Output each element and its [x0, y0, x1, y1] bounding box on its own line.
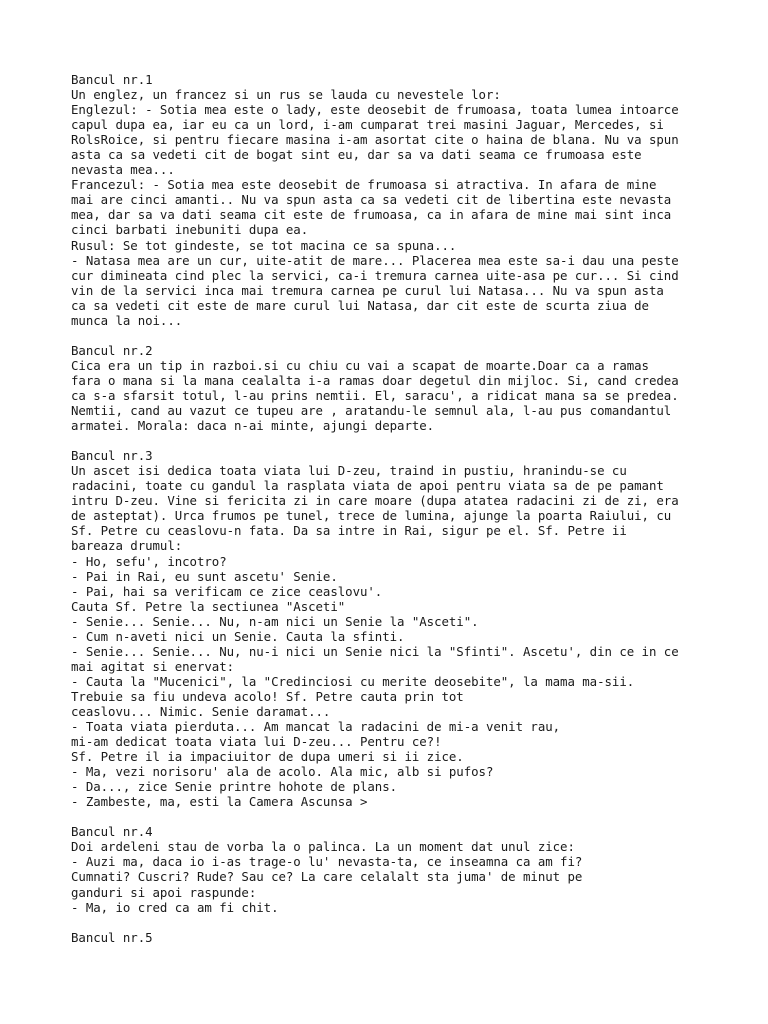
text-line: mea, dar sa va dati seama cit este de frumoasa, ca in afara de mine mai sint inca	[71, 207, 672, 223]
text-line: ca sa vedeti cit este de mare curul lui Natasa, dar cit este de scurta ziua de	[71, 297, 649, 313]
text-line: - Ma, vezi norisoru' ala de acolo. Ala mic, alb si pufos?	[71, 764, 494, 780]
text-line: Sf. Petre il ia impaciuitor de dupa umeri si ii zice.	[71, 749, 464, 765]
text-line: mai are cinci amanti.. Nu va spun asta ca sa vedeti cit de libertina este nevasta	[71, 192, 672, 208]
text-line: RolsRoice, si pentru fiecare masina i-am asortat cite o haina de blana. Nu va spun	[71, 132, 679, 148]
paragraph-gap	[71, 809, 768, 824]
text-line: - Senie... Senie... Nu, n-am nici un Senie la "Asceti".	[71, 613, 479, 629]
text-line: - Ma, io cred ca am fi chit.	[71, 899, 279, 915]
text-line: vin de la servici inca mai tremura carnea pe curul lui Natasa... Nu va spun asta	[71, 282, 664, 298]
text-line: ca s-a sfarsit totul, l-au prins nemtii. El, saracu', a ridicat mana sa se predea.	[71, 387, 679, 403]
joke-title: Bancul nr.1	[71, 72, 153, 87]
text-line: - Auzi ma, daca io i-as trage-o lu' nevasta-ta, ce inseamna ca am fi?	[71, 854, 583, 870]
text-line: Rusul: Se tot gindeste, se tot macina ce sa spuna...	[71, 237, 457, 253]
text-line: - Natasa mea are un cur, uite-atit de mare... Placerea mea este sa-i dau una peste	[71, 252, 679, 268]
text-line: cinci barbati inebuniti dupa ea.	[71, 222, 309, 238]
text-line: - Cauta la "Mucenici", la "Credinciosi cu merite deosebite", la mama ma-sii.	[71, 673, 635, 689]
text-line: - Senie... Senie... Nu, nu-i nici un Senie nici la "Sfinti". Ascetu', din ce in ce	[71, 643, 679, 659]
text-line: Doi ardeleni stau de vorba la o palinca. La un moment dat unul zice:	[71, 839, 575, 855]
text-line: ganduri si apoi raspunde:	[71, 884, 257, 900]
text-line: intru D-zeu. Vine si fericita zi in care moare (dupa atatea radacini zi de zi, era	[71, 493, 679, 509]
joke-1	[71, 72, 768, 328]
text-line: - Cum n-aveti nici un Senie. Cauta la sfinti.	[71, 628, 405, 644]
text-line: munca la noi...	[71, 312, 183, 328]
joke-4	[71, 824, 768, 914]
joke-3	[71, 448, 768, 809]
text-line: fara o mana si la mana cealalta i-a ramas doar degetul din mijloc. Si, cand credea	[71, 372, 679, 388]
text-line: cur dimineata cind plec la servici, ca-i tremura carnea uite-asa pe cur... Si cind	[71, 267, 679, 283]
text-line: radacini, toate cu gandul la rasplata viata de apoi pentru viata sa de pe pamant	[71, 478, 664, 494]
text-line: Cauta Sf. Petre la sectiunea "Asceti"	[71, 598, 346, 614]
text-line: Francezul: - Sotia mea este deosebit de frumoasa si atractiva. In afara de mine	[71, 177, 657, 193]
text-line: Cica era un tip in razboi.si cu chiu cu vai a scapat de moarte.Doar ca a ramas	[71, 357, 649, 373]
text-line: mi-am dedicat toata viata lui D-zeu... Pentru ce?!	[71, 734, 442, 750]
text-line: - Pai, hai sa verificam ce zice ceaslovu'.	[71, 583, 383, 599]
text-line: - Da..., zice Senie printre hohote de plans.	[71, 779, 398, 795]
joke-title: Bancul nr.4	[71, 824, 153, 840]
text-line: - Pai in Rai, eu sunt ascetu' Senie.	[71, 568, 338, 584]
joke-2	[71, 343, 768, 433]
text-line: Un englez, un francez si un rus se lauda cu nevestele lor:	[71, 87, 501, 103]
text-line: asta ca sa vedeti cit de bogat sint eu, dar sa va dati seama ce frumoasa este	[71, 147, 642, 163]
text-line: Nemtii, cand au vazut ce tupeu are , aratandu-le semnul ala, l-au pus comandantul	[71, 403, 672, 419]
text-line: - Ho, sefu', incotro?	[71, 553, 227, 569]
joke-title: Bancul nr.3	[71, 448, 153, 464]
text-line: ceaslovu... Nimic. Senie daramat...	[71, 703, 331, 719]
text-line: Un ascet isi dedica toata viata lui D-zeu, traind in pustiu, hranindu-se cu	[71, 463, 627, 479]
text-line: Trebuie sa fiu undeva acolo! Sf. Petre cauta prin tot	[71, 688, 464, 704]
text-line: Cumnati? Cuscri? Rude? Sau ce? La care celalalt sta juma' de minut pe	[71, 869, 583, 885]
joke-title: Bancul nr.2	[71, 342, 153, 358]
paragraph-gap	[71, 433, 768, 448]
text-line: - Zambeste, ma, esti la Camera Ascunsa >	[71, 794, 368, 810]
paragraph-gap	[71, 915, 768, 930]
text-line: nevasta mea...	[71, 162, 175, 178]
text-line: de asteptat). Urca frumos pe tunel, trece de lumina, ajunge la poarta Raiului, cu	[71, 508, 672, 524]
text-line: Sf. Petre cu ceaslovu-n fata. Da sa intre in Rai, sigur pe el. Sf. Petre ii	[71, 523, 627, 539]
text-line: capul dupa ea, iar eu ca un lord, i-am cumparat trei masini Jaguar, Mercedes, si	[71, 117, 664, 133]
text-line: mai agitat si enervat:	[71, 658, 235, 674]
text-line: bareaza drumul:	[71, 538, 183, 554]
joke-5	[71, 930, 768, 945]
joke-title: Bancul nr.5	[71, 929, 153, 945]
text-line: armatei. Morala: daca n-ai minte, ajungi departe.	[71, 418, 435, 434]
text-line: Englezul: - Sotia mea este o lady, este deosebit de frumoasa, toata lumea intoarce	[71, 102, 679, 118]
paragraph-gap	[71, 328, 768, 343]
text-line: - Toata viata pierduta... Am mancat la radacini de mi-a venit rau,	[71, 719, 561, 735]
